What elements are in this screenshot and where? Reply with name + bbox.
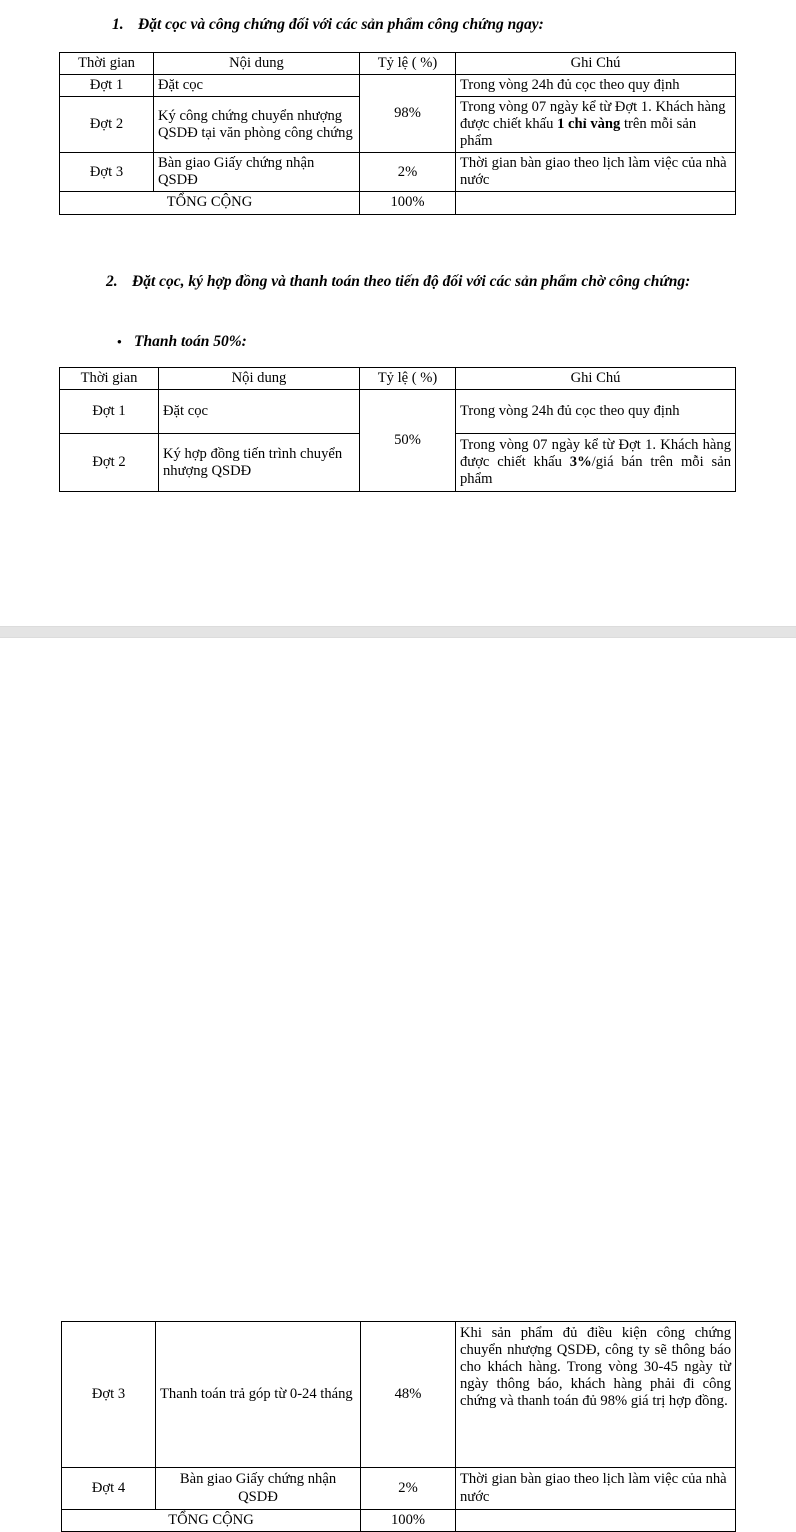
cell-total-rate: 100% — [361, 1510, 456, 1532]
payment-schedule-table-2 — [59, 367, 736, 492]
cell-note: Thời gian bàn giao theo lịch làm việc của nhà nước — [456, 1468, 736, 1510]
page-break-separator — [0, 626, 796, 638]
cell-time: Đợt 1 — [60, 390, 159, 434]
section-heading-1 — [112, 14, 732, 36]
document-page-1 — [0, 0, 796, 626]
cell-rate: 50% — [360, 390, 456, 492]
note-text-pre: Trong vòng 07 ngày kể từ Đợt 1. Khách hàng được chiết khấu — [460, 99, 726, 133]
column-header-content: Nội dung — [154, 53, 360, 75]
table-row — [60, 390, 736, 434]
document-page-2 — [0, 638, 796, 1528]
table-total-row — [60, 192, 736, 214]
note-text-emphasis: 1 chỉ vàng — [557, 116, 621, 133]
table-row — [62, 1322, 736, 1468]
table-total-row — [62, 1510, 736, 1532]
cell-rate: 2% — [360, 153, 456, 192]
bullet-item-label: Thanh toán 50%: — [134, 333, 247, 350]
cell-rate: 48% — [361, 1322, 456, 1468]
table-row — [60, 75, 736, 97]
cell-rate: 2% — [361, 1468, 456, 1510]
cell-total-note-empty — [456, 1510, 736, 1532]
note-text-post: trên mỗi sản phẩm — [460, 116, 697, 150]
table-row — [62, 1468, 736, 1510]
cell-time: Đợt 3 — [62, 1322, 156, 1468]
cell-time: Đợt 2 — [60, 97, 154, 153]
cell-content: Bàn giao Giấy chứng nhận QSDĐ — [154, 153, 360, 192]
cell-note: Trong vòng 24h đủ cọc theo quy định — [456, 390, 736, 434]
table-row — [60, 153, 736, 192]
column-header-note: Ghi Chú — [456, 53, 736, 75]
cell-total-note-empty — [456, 192, 736, 214]
payment-schedule-table-1 — [59, 52, 736, 215]
column-header-time: Thời gian — [60, 368, 159, 390]
cell-total-label: TỔNG CỘNG — [60, 192, 360, 214]
table-header-row — [60, 53, 736, 75]
payment-schedule-table-3 — [61, 1321, 736, 1532]
note-text-pre: Trong vòng 07 ngày kể từ Đợt 1. Khách hàng được chiết khấu — [460, 436, 731, 471]
note-text-emphasis: 3% — [569, 454, 592, 471]
column-header-note: Ghi Chú — [456, 368, 736, 390]
cell-content: Ký công chứng chuyển nhượng QSDĐ tại văn phòng công chứng — [154, 97, 360, 153]
cell-content: Thanh toán trả góp từ 0-24 tháng — [156, 1322, 361, 1468]
cell-total-label: TỔNG CỘNG — [62, 1510, 361, 1532]
cell-rate: 98% — [360, 75, 456, 153]
cell-content: Bàn giao Giấy chứng nhận QSDĐ — [156, 1468, 361, 1510]
cell-time: Đợt 3 — [60, 153, 154, 192]
table-header-row — [60, 368, 736, 390]
cell-content: Đặt cọc — [154, 75, 360, 97]
cell-note — [456, 97, 736, 153]
section-heading-2-number: 2. — [106, 273, 118, 290]
section-heading-2-text: Đặt cọc, ký hợp đồng và thanh toán theo tiến độ đối với các sản phẩm chờ công chứng: — [132, 273, 691, 290]
column-header-time: Thời gian — [60, 53, 154, 75]
cell-content: Đặt cọc — [159, 390, 360, 434]
cell-note: Khi sản phẩm đủ điều kiện công chứng chuyển nhượng QSDĐ, công ty sẽ thông báo cho khách hàng. Trong vòng 30-45 ngày từ ngày thông báo, khách hàng phải đi công chứng và thanh toán đủ 98% giá trị hợp đồng. — [456, 1322, 736, 1468]
bullet-marker-icon: • — [117, 334, 122, 349]
section-heading-1-number: 1. — [112, 16, 124, 33]
cell-content: Ký hợp đồng tiến trình chuyển nhượng QSDĐ — [159, 434, 360, 492]
column-header-rate: Tỷ lệ ( %) — [360, 53, 456, 75]
cell-note — [456, 434, 736, 492]
note-text-post: /giá bán trên mỗi sản phẩm — [460, 454, 731, 488]
cell-time: Đợt 2 — [60, 434, 159, 492]
column-header-rate: Tỷ lệ ( %) — [360, 368, 456, 390]
cell-note: Trong vòng 24h đủ cọc theo quy định — [456, 75, 736, 97]
cell-total-rate: 100% — [360, 192, 456, 214]
bullet-item-payment-50 — [117, 333, 247, 351]
section-heading-1-text: Đặt cọc và công chứng đối với các sản phẩm công chứng ngay: — [138, 16, 544, 33]
cell-note: Thời gian bàn giao theo lịch làm việc của nhà nước — [456, 153, 736, 192]
cell-time: Đợt 1 — [60, 75, 154, 97]
column-header-content: Nội dung — [159, 368, 360, 390]
section-heading-2 — [106, 271, 714, 293]
cell-time: Đợt 4 — [62, 1468, 156, 1510]
